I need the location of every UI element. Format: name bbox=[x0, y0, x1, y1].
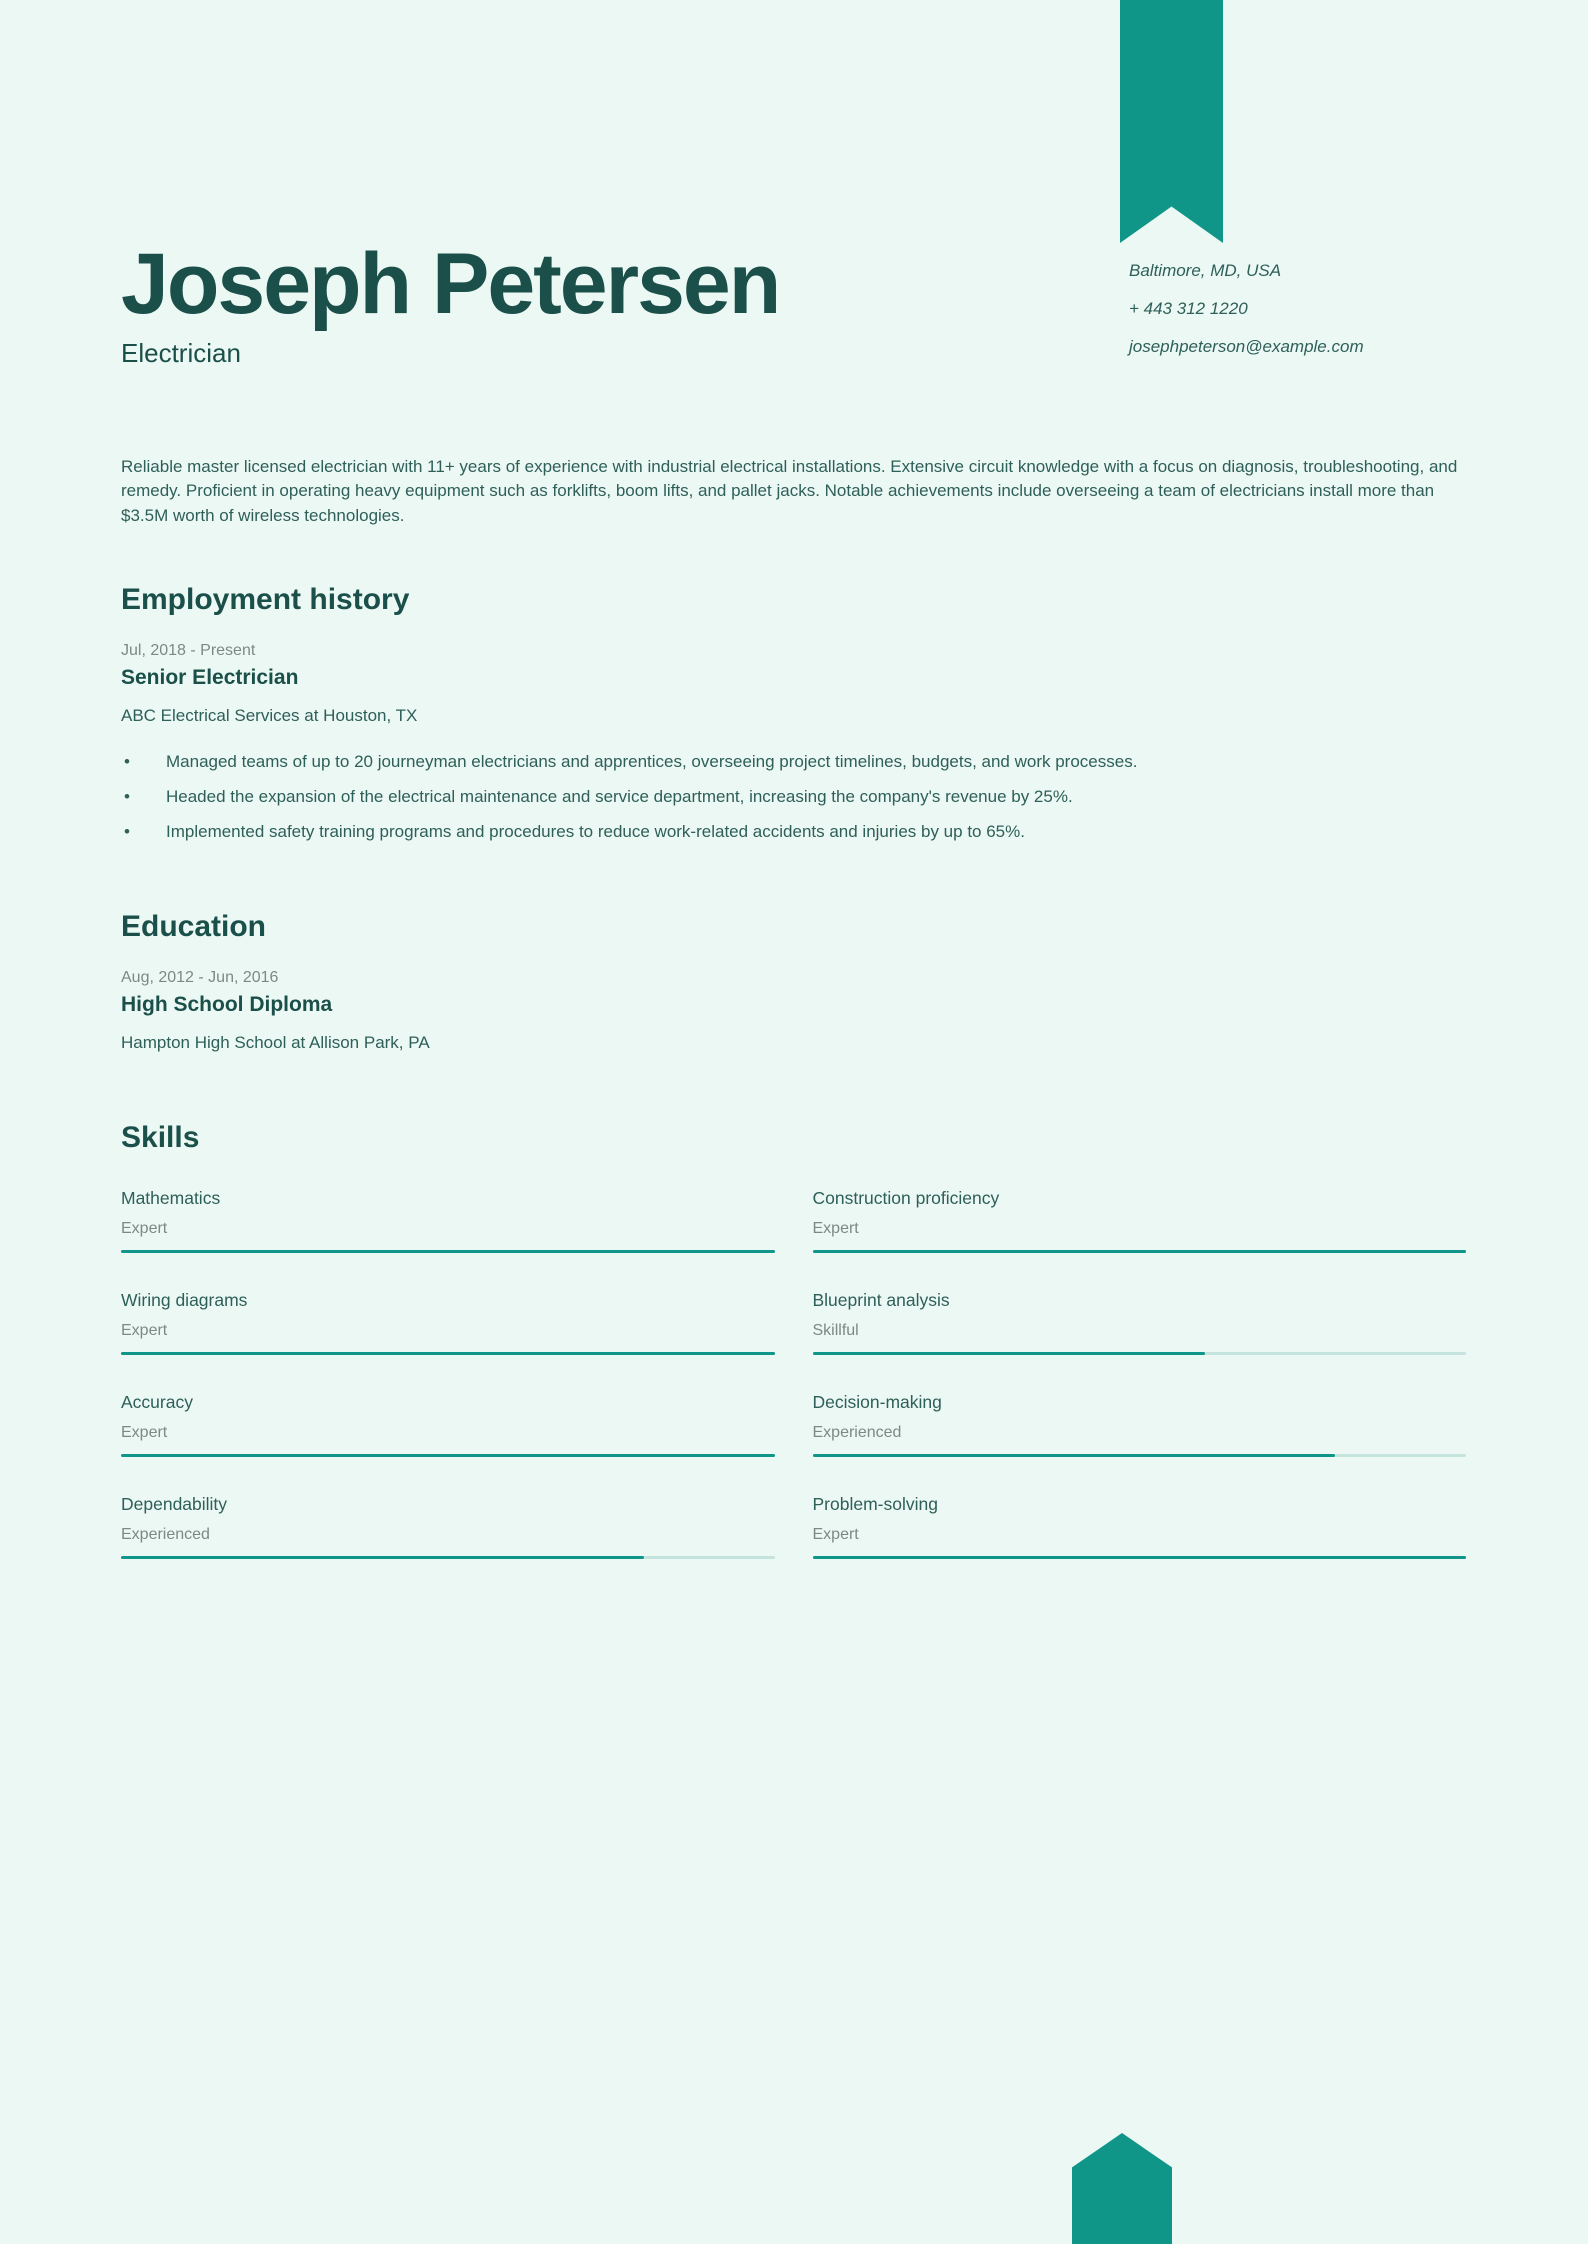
skill-item bbox=[813, 1188, 1467, 1253]
skill-level: Expert bbox=[812, 1525, 859, 1543]
contact-location: Baltimore, MD, USA bbox=[1129, 261, 1282, 280]
skill-progress-bar bbox=[813, 1556, 1467, 1559]
skill-progress-fill bbox=[813, 1454, 1336, 1457]
education-entry bbox=[121, 969, 1466, 1053]
skills-heading: Skills bbox=[121, 1120, 200, 1154]
skill-level: Expert bbox=[812, 1219, 859, 1237]
skill-progress-fill bbox=[121, 1454, 775, 1457]
skill-progress-fill bbox=[121, 1352, 775, 1355]
skill-name: Wiring diagrams bbox=[121, 1289, 248, 1310]
skill-progress-fill bbox=[813, 1250, 1467, 1253]
skill-item bbox=[121, 1392, 775, 1457]
skill-level: Expert bbox=[121, 1321, 168, 1339]
skills-section bbox=[121, 1121, 1466, 1559]
skill-level: Expert bbox=[121, 1219, 168, 1237]
skill-progress-bar bbox=[121, 1556, 775, 1559]
education-dates: Aug, 2012 - Jun, 2016 bbox=[121, 968, 279, 986]
skill-name: Problem-solving bbox=[812, 1493, 938, 1514]
skill-name: Dependability bbox=[121, 1493, 228, 1514]
skill-level: Expert bbox=[121, 1423, 168, 1441]
skill-progress-bar bbox=[813, 1250, 1467, 1253]
skill-level: Experienced bbox=[812, 1423, 902, 1441]
education-heading: Education bbox=[121, 909, 267, 943]
skills-grid bbox=[121, 1188, 1466, 1559]
skill-progress-fill bbox=[121, 1250, 775, 1253]
skill-progress-bar bbox=[121, 1454, 775, 1457]
skill-progress-fill bbox=[121, 1556, 644, 1559]
employment-heading: Employment history bbox=[121, 582, 410, 616]
education-section bbox=[121, 910, 1466, 1053]
skill-item bbox=[813, 1494, 1467, 1559]
skill-progress-fill bbox=[813, 1556, 1467, 1559]
skill-item bbox=[121, 1494, 775, 1559]
skill-name: Mathematics bbox=[121, 1187, 221, 1208]
education-school: Hampton High School at Allison Park, PA bbox=[121, 1032, 430, 1052]
skill-progress-fill bbox=[813, 1352, 1205, 1355]
skill-name: Blueprint analysis bbox=[812, 1289, 950, 1310]
employment-bullet-list bbox=[121, 750, 1466, 844]
employment-employer: ABC Electrical Services at Houston, TX bbox=[121, 705, 418, 725]
employment-entry bbox=[121, 642, 1466, 844]
skill-progress-bar bbox=[121, 1250, 775, 1253]
skill-item bbox=[121, 1188, 775, 1253]
skill-progress-bar bbox=[813, 1454, 1467, 1457]
person-name: Joseph Petersen bbox=[121, 236, 780, 332]
skill-name: Accuracy bbox=[121, 1391, 193, 1412]
pentagon-footer-shape bbox=[1072, 2133, 1172, 2244]
employment-bullet: • Headed the expansion of the electrical maintenance and service department, increasing the company's revenue by 25%. bbox=[121, 785, 1466, 809]
employment-section bbox=[121, 583, 1466, 844]
employment-bullet: • Managed teams of up to 20 journeyman electricians and apprentices, overseeing project timelines, budgets, and work processes. bbox=[121, 750, 1466, 774]
skill-item bbox=[121, 1290, 775, 1355]
profile-summary: Reliable master licensed electrician with 11+ years of experience with industrial electrical installations. Extensive circuit knowledge with a focus on diagnosis, troubleshooting, and remedy. Proficient in operating heavy equipment such as forklifts, boom lifts, and pallet jacks. Notable achievements include overseeing a team of electricians install more than $3.5M worth of wireless technologies. bbox=[121, 456, 1458, 525]
employment-job-title: Senior Electrician bbox=[121, 665, 299, 689]
contact-email: josephpeterson@example.com bbox=[1129, 337, 1364, 356]
skill-level: Skillful bbox=[812, 1321, 859, 1339]
skill-item bbox=[813, 1392, 1467, 1457]
skill-name: Decision-making bbox=[812, 1391, 942, 1412]
skill-level: Experienced bbox=[121, 1525, 210, 1543]
employment-bullet: • Implemented safety training programs and procedures to reduce work-related accidents and injuries by up to 65%. bbox=[121, 820, 1466, 844]
skill-item bbox=[813, 1290, 1467, 1355]
skill-name: Construction proficiency bbox=[812, 1187, 1000, 1208]
education-degree: High School Diploma bbox=[121, 992, 333, 1016]
person-job-title: Electrician bbox=[121, 337, 241, 368]
contact-phone: + 443 312 1220 bbox=[1129, 299, 1248, 318]
employment-dates: Jul, 2018 - Present bbox=[121, 641, 256, 659]
skill-progress-bar bbox=[813, 1352, 1467, 1355]
skill-progress-bar bbox=[121, 1352, 775, 1355]
